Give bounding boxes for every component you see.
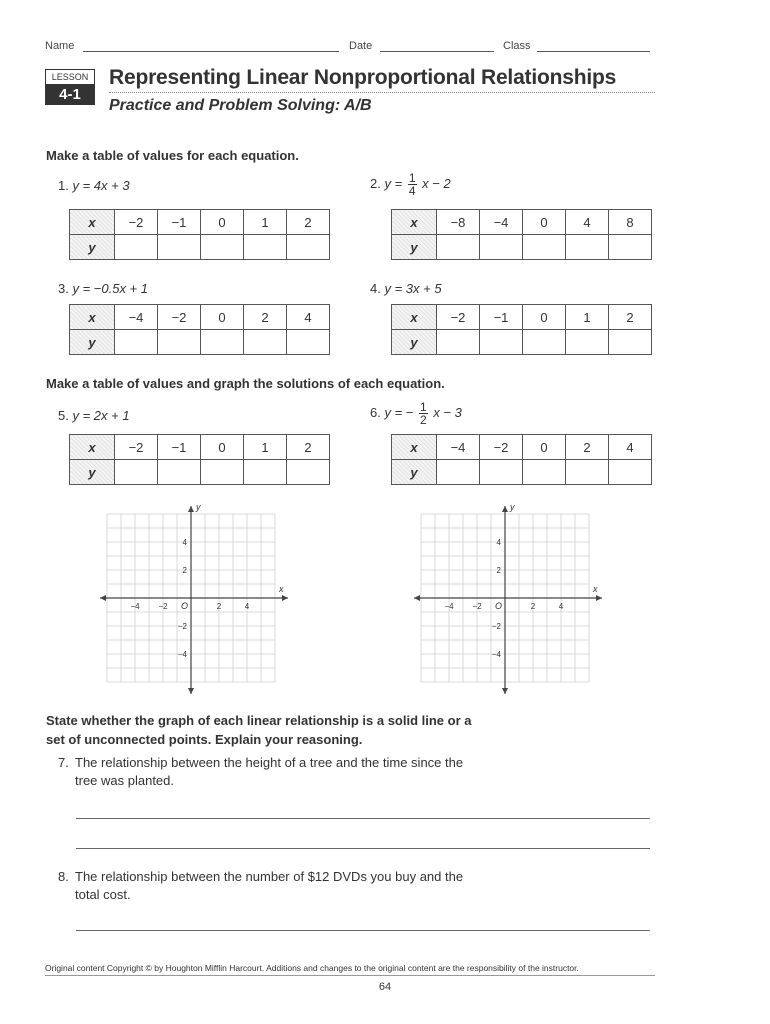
problem-2-number: 2. bbox=[370, 175, 381, 191]
y-axis-arrow-down bbox=[502, 688, 508, 694]
y-cell[interactable] bbox=[158, 235, 201, 260]
x-header: x bbox=[392, 210, 437, 235]
x-cell: 2 bbox=[566, 435, 609, 460]
y-cell[interactable] bbox=[480, 460, 523, 485]
y-cell[interactable] bbox=[609, 235, 652, 260]
y-axis-arrow-up bbox=[502, 506, 508, 512]
question-7-line1: The relationship between the height of a tree and the time since the bbox=[75, 755, 464, 770]
x-cell: 1 bbox=[244, 210, 287, 235]
x-header: x bbox=[392, 435, 437, 460]
y-header: y bbox=[70, 235, 115, 260]
table-row-y bbox=[392, 235, 652, 260]
y-header: y bbox=[392, 330, 437, 355]
y-tick-label: 2 bbox=[496, 566, 501, 575]
x-cell: 0 bbox=[523, 305, 566, 330]
x-cell: 0 bbox=[201, 210, 244, 235]
section3-instruction-line2: set of unconnected points. Explain your reasoning. bbox=[46, 732, 363, 747]
y-tick-label: 4 bbox=[182, 538, 187, 547]
x-axis-arrow-left bbox=[414, 595, 420, 601]
x-tick-label: −4 bbox=[444, 602, 454, 611]
x-cell: −1 bbox=[480, 305, 523, 330]
table-row-x bbox=[70, 305, 330, 330]
x-cell: 2 bbox=[287, 210, 330, 235]
lesson-number: 4-1 bbox=[45, 85, 95, 105]
x-axis-label: x bbox=[279, 584, 284, 594]
x-cell: −8 bbox=[437, 210, 480, 235]
question-7-number: 7. bbox=[58, 755, 69, 770]
problem-2-eq-rhs: x − 2 bbox=[422, 175, 451, 191]
x-cell: −2 bbox=[480, 435, 523, 460]
date-label: Date bbox=[349, 40, 373, 52]
x-cell: 2 bbox=[287, 435, 330, 460]
y-axis-label: y bbox=[510, 502, 515, 512]
problem-3 bbox=[58, 281, 148, 296]
y-cell[interactable] bbox=[609, 330, 652, 355]
problem-5 bbox=[58, 408, 130, 423]
x-axis-arrow-left bbox=[100, 595, 106, 601]
x-axis-arrow-right bbox=[596, 595, 602, 601]
fraction-denominator: 4 bbox=[408, 184, 416, 198]
x-cell: −2 bbox=[115, 210, 158, 235]
y-tick-label: −4 bbox=[491, 650, 501, 659]
copyright-text: Original content Copyright © by Houghton Mifflin Harcourt. Additions and changes to the original content are the responsibility of the instructor. bbox=[45, 963, 579, 973]
problem-6-number: 6. bbox=[370, 404, 381, 420]
y-header: y bbox=[70, 460, 115, 485]
question-8-line2: total cost. bbox=[75, 887, 131, 902]
y-cell[interactable] bbox=[201, 330, 244, 355]
y-header: y bbox=[70, 330, 115, 355]
x-cell: −4 bbox=[115, 305, 158, 330]
y-cell[interactable] bbox=[480, 330, 523, 355]
y-cell[interactable] bbox=[115, 330, 158, 355]
problem-1 bbox=[58, 178, 130, 193]
problem-6-fraction bbox=[419, 401, 428, 426]
x-cell: 1 bbox=[244, 435, 287, 460]
x-cell: −1 bbox=[158, 435, 201, 460]
problem-6 bbox=[370, 401, 462, 426]
y-cell[interactable] bbox=[244, 235, 287, 260]
y-cell[interactable] bbox=[437, 235, 480, 260]
page-number: 64 bbox=[378, 981, 392, 993]
y-cell[interactable] bbox=[566, 235, 609, 260]
y-tick-label: −2 bbox=[177, 622, 187, 631]
problem-3-number: 3. bbox=[58, 281, 69, 296]
x-cell: 2 bbox=[244, 305, 287, 330]
answer-line-7b[interactable] bbox=[76, 848, 650, 849]
y-cell[interactable] bbox=[115, 460, 158, 485]
y-cell[interactable] bbox=[287, 330, 330, 355]
table-row-x bbox=[392, 210, 652, 235]
problem-5-number: 5. bbox=[58, 408, 69, 423]
problem-2 bbox=[370, 172, 451, 197]
x-cell: 0 bbox=[523, 435, 566, 460]
x-axis-label: x bbox=[593, 584, 598, 594]
y-cell[interactable] bbox=[437, 330, 480, 355]
section2-instruction: Make a table of values and graph the solutions of each equation. bbox=[46, 376, 445, 391]
y-cell[interactable] bbox=[523, 460, 566, 485]
values-table-2 bbox=[391, 209, 652, 260]
y-cell[interactable] bbox=[201, 235, 244, 260]
y-cell[interactable] bbox=[609, 460, 652, 485]
problem-2-fraction bbox=[408, 172, 417, 197]
table-row-y bbox=[392, 460, 652, 485]
x-cell: −4 bbox=[437, 435, 480, 460]
problem-1-equation: y = 4x + 3 bbox=[72, 178, 130, 193]
fraction-denominator: 2 bbox=[420, 413, 427, 427]
origin-label: O bbox=[495, 601, 503, 611]
x-header: x bbox=[70, 305, 115, 330]
x-cell: 0 bbox=[201, 435, 244, 460]
values-table-4 bbox=[391, 304, 652, 355]
footer-divider bbox=[45, 975, 655, 976]
x-cell: 8 bbox=[609, 210, 652, 235]
title-divider bbox=[109, 92, 655, 93]
x-cell: 2 bbox=[609, 305, 652, 330]
x-cell: −4 bbox=[480, 210, 523, 235]
answer-line-8[interactable] bbox=[76, 930, 650, 931]
x-cell: 4 bbox=[566, 210, 609, 235]
coordinate-grid-6[interactable] bbox=[410, 500, 610, 700]
y-tick-label: 4 bbox=[496, 538, 501, 547]
y-header: y bbox=[392, 235, 437, 260]
x-tick-label: 2 bbox=[216, 602, 222, 611]
class-field[interactable] bbox=[537, 39, 650, 52]
y-cell[interactable] bbox=[115, 235, 158, 260]
y-cell[interactable] bbox=[566, 460, 609, 485]
problem-1-number: 1. bbox=[58, 178, 69, 193]
problem-6-eq-lhs: y = − bbox=[384, 404, 414, 420]
question-7-line2: tree was planted. bbox=[75, 773, 175, 788]
table-row-x bbox=[392, 305, 652, 330]
table-row-y bbox=[70, 460, 330, 485]
y-axis-arrow-down bbox=[188, 688, 194, 694]
problem-4-equation: y = 3x + 5 bbox=[384, 281, 442, 296]
y-header: y bbox=[392, 460, 437, 485]
origin-label: O bbox=[181, 601, 189, 611]
y-cell[interactable] bbox=[244, 330, 287, 355]
x-cell: 0 bbox=[201, 305, 244, 330]
x-tick-label: 4 bbox=[558, 602, 564, 611]
x-tick-label: −4 bbox=[130, 602, 140, 611]
date-field[interactable] bbox=[380, 39, 494, 52]
y-cell[interactable] bbox=[437, 460, 480, 485]
problem-5-equation: y = 2x + 1 bbox=[72, 408, 130, 423]
fraction-numerator: 1 bbox=[420, 400, 427, 414]
x-header: x bbox=[392, 305, 437, 330]
x-cell: −2 bbox=[158, 305, 201, 330]
lesson-badge bbox=[45, 69, 95, 105]
y-cell[interactable] bbox=[287, 235, 330, 260]
x-cell: 1 bbox=[566, 305, 609, 330]
page-subtitle: Practice and Problem Solving: A/B bbox=[109, 97, 372, 114]
table-row-y bbox=[70, 235, 330, 260]
values-table-1 bbox=[69, 209, 330, 260]
x-cell: 0 bbox=[523, 210, 566, 235]
table-row-x bbox=[70, 435, 330, 460]
coordinate-grid-5[interactable] bbox=[96, 500, 296, 700]
x-tick-label: −2 bbox=[472, 602, 482, 611]
table-row-x bbox=[70, 210, 330, 235]
problem-2-eq-lhs: y = bbox=[384, 175, 403, 191]
x-cell: −2 bbox=[115, 435, 158, 460]
x-cell: −2 bbox=[437, 305, 480, 330]
y-axis-arrow-up bbox=[188, 506, 194, 512]
x-axis-arrow-right bbox=[282, 595, 288, 601]
y-tick-label: −2 bbox=[491, 622, 501, 631]
y-cell[interactable] bbox=[523, 330, 566, 355]
y-cell[interactable] bbox=[287, 460, 330, 485]
question-8-number: 8. bbox=[58, 869, 69, 884]
y-cell[interactable] bbox=[201, 460, 244, 485]
x-header: x bbox=[70, 435, 115, 460]
page-title: Representing Linear Nonproportional Relationships bbox=[109, 66, 617, 89]
problem-4-number: 4. bbox=[370, 281, 381, 296]
table-row-y bbox=[70, 330, 330, 355]
values-table-6 bbox=[391, 434, 652, 485]
y-axis-label: y bbox=[196, 502, 201, 512]
values-table-3 bbox=[69, 304, 330, 355]
y-cell[interactable] bbox=[158, 330, 201, 355]
name-field[interactable] bbox=[83, 39, 339, 52]
y-tick-label: −4 bbox=[177, 650, 187, 659]
y-cell[interactable] bbox=[480, 235, 523, 260]
answer-line-7a[interactable] bbox=[76, 818, 650, 819]
section1-instruction: Make a table of values for each equation. bbox=[46, 148, 299, 163]
x-cell: 4 bbox=[609, 435, 652, 460]
question-8-line1: The relationship between the number of $12 DVDs you buy and the bbox=[75, 869, 464, 884]
x-tick-label: 2 bbox=[530, 602, 536, 611]
values-table-5 bbox=[69, 434, 330, 485]
x-header: x bbox=[70, 210, 115, 235]
x-tick-label: 4 bbox=[244, 602, 250, 611]
problem-6-eq-rhs: x − 3 bbox=[433, 404, 462, 420]
table-row-y bbox=[392, 330, 652, 355]
class-label: Class bbox=[503, 40, 531, 52]
x-tick-label: −2 bbox=[158, 602, 168, 611]
table-row-x bbox=[392, 435, 652, 460]
problem-3-equation: y = −0.5x + 1 bbox=[72, 281, 148, 296]
name-label: Name bbox=[45, 40, 75, 52]
section3-instruction-line1: State whether the graph of each linear relationship is a solid line or a bbox=[46, 713, 472, 728]
fraction-numerator: 1 bbox=[408, 171, 416, 185]
x-cell: −1 bbox=[158, 210, 201, 235]
lesson-label: LESSON bbox=[45, 69, 95, 85]
y-cell[interactable] bbox=[244, 460, 287, 485]
y-cell[interactable] bbox=[158, 460, 201, 485]
y-cell[interactable] bbox=[523, 235, 566, 260]
y-tick-label: 2 bbox=[182, 566, 187, 575]
y-cell[interactable] bbox=[566, 330, 609, 355]
problem-4 bbox=[370, 281, 442, 296]
x-cell: 4 bbox=[287, 305, 330, 330]
